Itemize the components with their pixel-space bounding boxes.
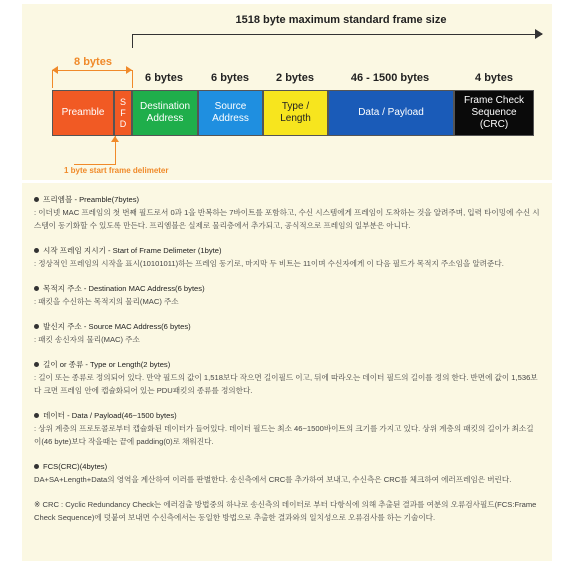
sfd-letter-d: D — [119, 118, 127, 129]
desc-title: 길이 or 종류 - Type or Length(2 bytes) — [43, 360, 171, 369]
desc-title: 발신지 주소 - Source MAC Address(6 bytes) — [43, 322, 191, 331]
destination-field-label: Destination Address — [139, 101, 191, 124]
type-size-label: 2 bytes — [276, 72, 314, 84]
source-size-label: 6 bytes — [211, 72, 249, 84]
span-arrow-right-icon — [535, 29, 543, 39]
preamble-field-label: Preamble — [61, 107, 105, 118]
desc-body: DA+SA+Length+Data의 영역을 계산하여 이러를 판별한다. 송신측에서 CRC를 추가하여 보내고, 수신측은 CRC를 체크하여 에러프레임은 버린다. — [34, 475, 512, 484]
desc-body: : 이더넷 MAC 프레임의 첫 번째 필드로서 0과 1을 반복하는 7바이트를 포함하고, 수신 시스템에게 프레임이 도착하는 것을 알려주며, 입력 타이밍에 수신 시스템이 동기화할 수 있도록 만든다. 프리엠블은 실제로 물리층에서 추가되고, 공식적으로 프레임의 일부분은 아니다. — [34, 208, 540, 230]
desc-title: 데이터 - Data / Payload(46~1500 bytes) — [43, 411, 177, 420]
desc-body: : 정상적인 프레임의 시작을 표시(10101011)하는 프레임 동기로, 마지막 두 비트는 11이며 수신자에게 이 다음 필드가 목적지 주소임을 알려준다. — [34, 259, 504, 268]
destination-field — [132, 90, 198, 136]
data-payload-field — [328, 90, 454, 136]
max-frame-size-label: 1518 byte maximum standard frame size — [235, 14, 447, 26]
desc-data — [34, 409, 540, 448]
sfd-pointer-line — [115, 136, 116, 164]
preamble-field — [52, 90, 114, 136]
dest-size-label: 6 bytes — [145, 72, 183, 84]
max-frame-span-line — [132, 34, 542, 35]
desc-body: : 길이 또는 종류로 정의되어 있다. 만약 필드의 값이 1,518보다 작으면 길이필드 이고, 뒤에 따라오는 데이터 필드의 길이를 정의 한다. 반면에 값이 1,536보다 크면 프레임 안에 캡슐화되어 있는 PDU패킷의 종류를 정의한다. — [34, 373, 538, 395]
bullet-icon — [34, 324, 39, 329]
desc-type-length — [34, 358, 540, 397]
source-field-label: Source Address — [212, 101, 249, 124]
preamble-group-arrow-left-icon — [52, 66, 58, 74]
field-descriptions — [22, 183, 552, 561]
desc-body: : 패킷 송신자의 물리(MAC) 주소 — [34, 335, 140, 344]
desc-title: 목적지 주소 - Destination MAC Address(6 bytes) — [43, 284, 205, 293]
sfd-letter-f: F — [120, 107, 126, 118]
span-tick-left — [132, 34, 133, 48]
fcs-field — [454, 90, 534, 136]
desc-title: 시작 프레임 지시기 - Start of Frame Delimeter (1byte) — [43, 246, 222, 255]
desc-title: FCS(CRC)(4bytes) — [43, 462, 108, 471]
preamble-group-label: 8 bytes — [74, 56, 112, 68]
data-payload-field-label: Data / Payload — [358, 107, 424, 118]
bullet-icon — [34, 362, 39, 367]
sfd-pointer-line-horizontal — [74, 164, 116, 165]
fcs-field-label: Frame Check Sequence (CRC) — [463, 95, 524, 130]
preamble-group-span-line — [52, 70, 132, 71]
bullet-icon — [34, 464, 39, 469]
desc-source — [34, 320, 540, 346]
sfd-letter-s: S — [119, 96, 126, 107]
type-length-field — [263, 90, 328, 136]
bullet-icon — [34, 286, 39, 291]
sfd-field — [114, 90, 132, 136]
bullet-icon — [34, 413, 39, 418]
desc-title: 프리엠블 - Preamble(7bytes) — [43, 195, 140, 204]
desc-body: : 패킷을 수신하는 목적지의 물리(MAC) 주소 — [34, 297, 179, 306]
bullet-icon — [34, 197, 39, 202]
sfd-caption: 1 byte start frame delimeter — [64, 166, 169, 175]
desc-preamble — [34, 193, 540, 232]
desc-destination — [34, 282, 540, 308]
type-length-field-label: Type / Length — [280, 101, 311, 124]
desc-body: : 상위 계층의 프로토콜로부터 캡슐화된 데이터가 들어있다. 데이터 필드는 최소 46~1500바이트의 크기를 가지고 있다. 상위 계층의 패킷의 길이가 최소길이(46 byte)보다 작을때는 끝에 padding(0)로 채워진다. — [34, 424, 534, 446]
crc-note: ※ CRC : Cyclic Redundancy Check는 에러검출 방법중의 하나로 송신측의 데이터로 부터 다항식에 의해 추출된 결과를 여분의 오류검사필드(FCS:Frame Check Sequence)에 덧붙여 보내면 수신측에서는 동일한 방법으로 추출한 결과와의 일치성으로 오류검사를 하는 기술이다. — [34, 500, 537, 522]
source-field — [198, 90, 263, 136]
desc-fcs — [34, 460, 540, 486]
desc-sfd — [34, 244, 540, 270]
ethernet-frame-diagram — [22, 4, 552, 180]
data-size-label: 46 - 1500 bytes — [350, 72, 430, 84]
bullet-icon — [34, 248, 39, 253]
fcs-size-label: 4 bytes — [475, 72, 513, 84]
